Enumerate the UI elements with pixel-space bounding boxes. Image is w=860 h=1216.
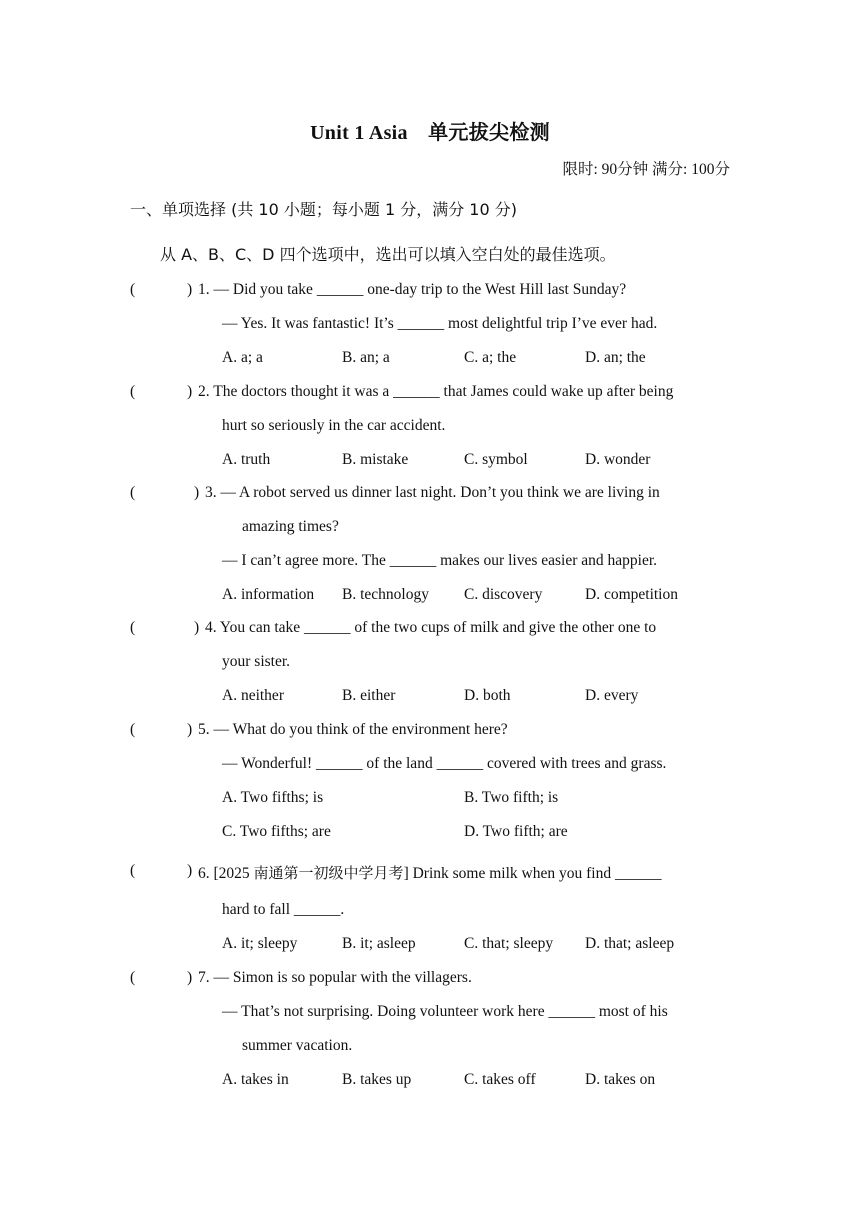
- answer-paren-close: ): [187, 862, 193, 879]
- options-row: [222, 687, 742, 709]
- answer-paren-open: (: [130, 619, 136, 636]
- answer-paren-close: ): [187, 969, 193, 986]
- option-a: A. neither: [222, 687, 284, 704]
- option-a: A. it; sleepy: [222, 935, 298, 952]
- question-stem: — Wonderful! ______ of the land ______ covered with trees and grass.: [222, 755, 667, 772]
- answer-paren-close: ): [187, 383, 193, 400]
- answer-paren-close: ): [194, 619, 200, 636]
- section-heading: 一、单项选择 (共 10 小题；每小题 1 分，满分 10 分): [130, 200, 517, 219]
- question-stem: 7. — Simon is so popular with the villagers.: [198, 969, 472, 986]
- question-stem: — Yes. It was fantastic! It’s ______ most delightful trip I’ve ever had.: [222, 315, 658, 332]
- option-b: B. Two fifth; is: [464, 789, 559, 806]
- option-c: D. both: [464, 687, 511, 704]
- option-d: D. competition: [585, 586, 678, 603]
- question-stem: — That’s not surprising. Doing volunteer work here ______ most of his: [222, 1003, 668, 1020]
- answer-paren-open: (: [130, 484, 136, 501]
- answer-paren-close: ): [187, 281, 193, 298]
- options-row: [222, 349, 742, 371]
- option-b: B. either: [342, 687, 396, 704]
- answer-paren-open: (: [130, 862, 136, 879]
- question-stem: [198, 862, 661, 883]
- option-c: C. Two fifths; are: [222, 823, 331, 840]
- option-a: A. Two fifths; is: [222, 789, 324, 806]
- options-row: [222, 451, 742, 473]
- question-stem: — I can’t agree more. The ______ makes our lives easier and happier.: [222, 552, 657, 569]
- option-d: D. an; the: [585, 349, 646, 366]
- question-stem: 1. — Did you take ______ one-day trip to the West Hill last Sunday?: [198, 281, 627, 298]
- option-a: A. takes in: [222, 1071, 289, 1088]
- option-c: C. discovery: [464, 586, 543, 603]
- question-stem-text: ] Drink some milk when you find ______: [403, 865, 662, 882]
- option-c: C. takes off: [464, 1071, 536, 1088]
- option-d: D. Two fifth; are: [464, 823, 568, 840]
- time-score-limit: 限时: 90分钟 满分: 100分: [562, 161, 730, 178]
- option-c: C. that; sleepy: [464, 935, 554, 952]
- option-b: B. it; asleep: [342, 935, 416, 952]
- option-b: B. technology: [342, 586, 429, 603]
- options-row: [222, 935, 742, 957]
- question-stem: your sister.: [222, 653, 291, 670]
- question-source-school: 南通第一初级中学月考: [253, 864, 404, 882]
- answer-paren-open: (: [130, 383, 136, 400]
- option-c: C. a; the: [464, 349, 517, 366]
- page-title: Unit 1 Asia 单元拔尖检测: [310, 122, 550, 144]
- option-d: D. every: [585, 687, 639, 704]
- option-d: D. takes on: [585, 1071, 656, 1088]
- option-c: C. symbol: [464, 451, 528, 468]
- option-a: A. a; a: [222, 349, 263, 366]
- question-stem: 4. You can take ______ of the two cups of milk and give the other one to: [205, 619, 657, 636]
- question-stem: hard to fall ______.: [222, 901, 345, 918]
- question-stem: summer vacation.: [242, 1037, 353, 1054]
- question-stem: 2. The doctors thought it was a ______ that James could wake up after being: [198, 383, 674, 400]
- option-b: B. mistake: [342, 451, 409, 468]
- answer-paren-open: (: [130, 721, 136, 738]
- options-row: [222, 823, 742, 845]
- options-row: [222, 789, 742, 811]
- option-d: D. wonder: [585, 451, 651, 468]
- answer-paren-open: (: [130, 969, 136, 986]
- answer-paren-open: (: [130, 281, 136, 298]
- answer-paren-close: ): [187, 721, 193, 738]
- option-d: D. that; asleep: [585, 935, 675, 952]
- option-a: A. information: [222, 586, 315, 603]
- question-stem: 3. — A robot served us dinner last night. Don’t you think we are living in: [205, 484, 660, 501]
- section-instruction: 从 A、B、C、D 四个选项中，选出可以填入空白处的最佳选项。: [160, 245, 616, 264]
- options-row: [222, 1071, 742, 1093]
- options-row: [222, 586, 742, 608]
- question-number-source: 6. [2025: [198, 865, 250, 882]
- option-b: B. takes up: [342, 1071, 412, 1088]
- question-stem: amazing times?: [242, 518, 339, 535]
- question-stem: 5. — What do you think of the environment here?: [198, 721, 508, 738]
- option-b: B. an; a: [342, 349, 390, 366]
- question-stem: hurt so seriously in the car accident.: [222, 417, 446, 434]
- option-a: A. truth: [222, 451, 271, 468]
- answer-paren-close: ): [194, 484, 200, 501]
